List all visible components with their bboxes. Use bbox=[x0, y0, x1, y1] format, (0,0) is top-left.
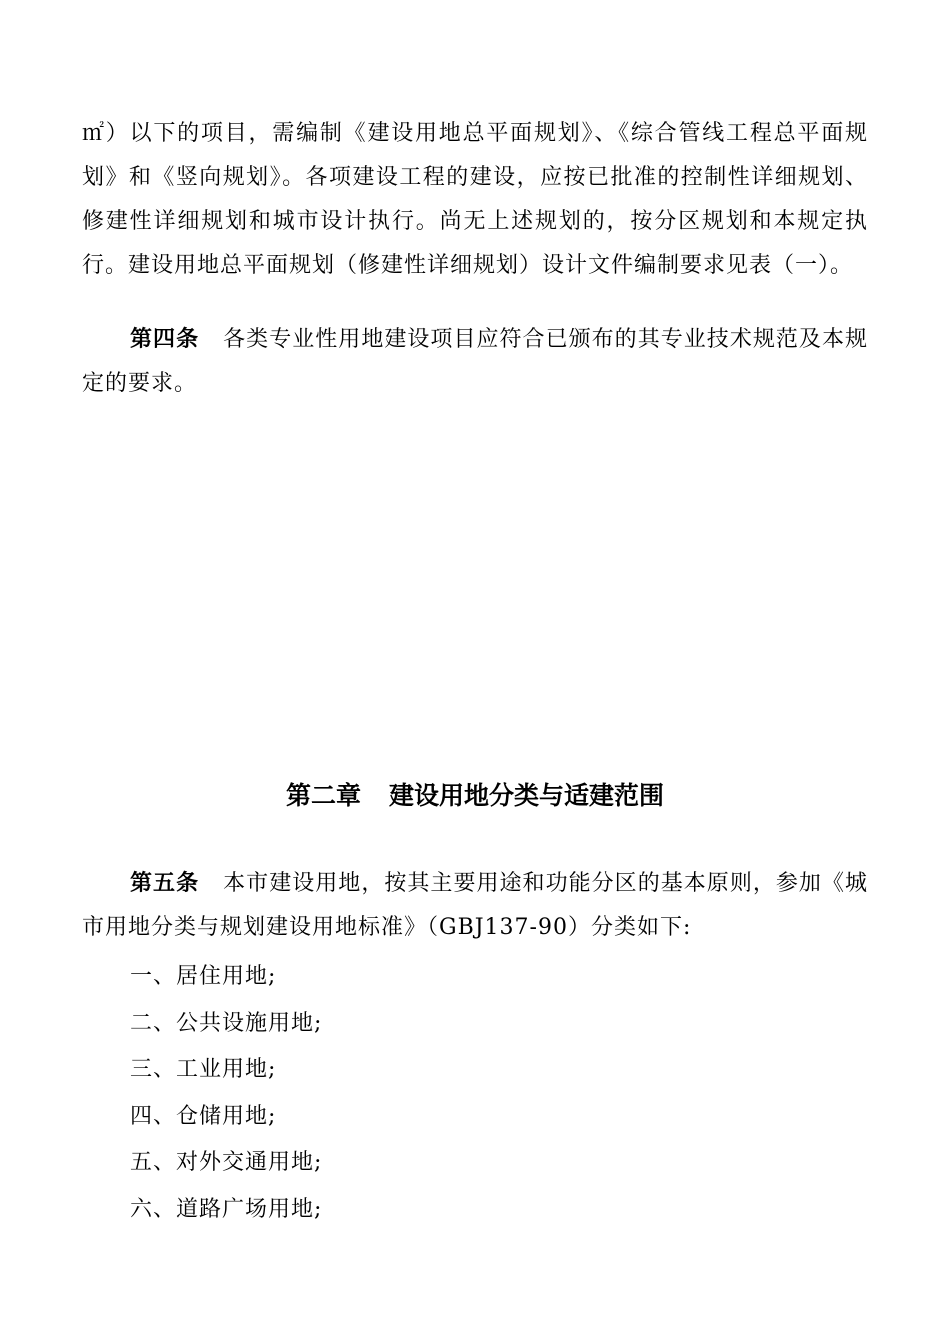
chapter-2-heading bbox=[0, 774, 950, 818]
chapter-number: 第二章 bbox=[285, 781, 361, 810]
article-5-text: 本市建设用地，按其主要用途和功能分区的基本原则，参加《城市用地分类与规划建设用地标准》（GBJ137-90）分类如下: bbox=[82, 871, 868, 940]
list-item: 三、工业用地; bbox=[130, 1057, 277, 1082]
chapter-title: 建设用地分类与适建范围 bbox=[389, 781, 665, 810]
list-item: 六、道路广场用地; bbox=[130, 1196, 323, 1222]
article-4-text: 各类专业性用地建设项目应符合已颁布的其专业技术规范及本规定的要求。 bbox=[82, 327, 868, 396]
list-item: 二、公共设施用地; bbox=[130, 1010, 323, 1036]
list-item: 四、仓储用地; bbox=[130, 1103, 277, 1129]
paragraph-continuation: ㎡）以下的项目，需编制《建设用地总平面规划》、《综合管线工程总平面规划》和《竖向规划》。各项建设工程的建设，应按已批准的控制性详细规划、修建性详细规划和城市设计执行。尚无上述规划的，按分区规划和本规定执行。建设用地总平面规划（修建性详细规划）设计文件编制要求见表（一）。 bbox=[82, 121, 868, 278]
list-item: 五、对外交通用地; bbox=[130, 1150, 323, 1175]
article-4-heading: 第四条 bbox=[130, 327, 200, 352]
land-category-list bbox=[130, 954, 322, 1233]
article-5-heading: 第五条 bbox=[130, 871, 200, 896]
article-4 bbox=[82, 318, 868, 406]
list-item: 一、居住用地; bbox=[130, 964, 277, 989]
article-5 bbox=[82, 862, 868, 950]
